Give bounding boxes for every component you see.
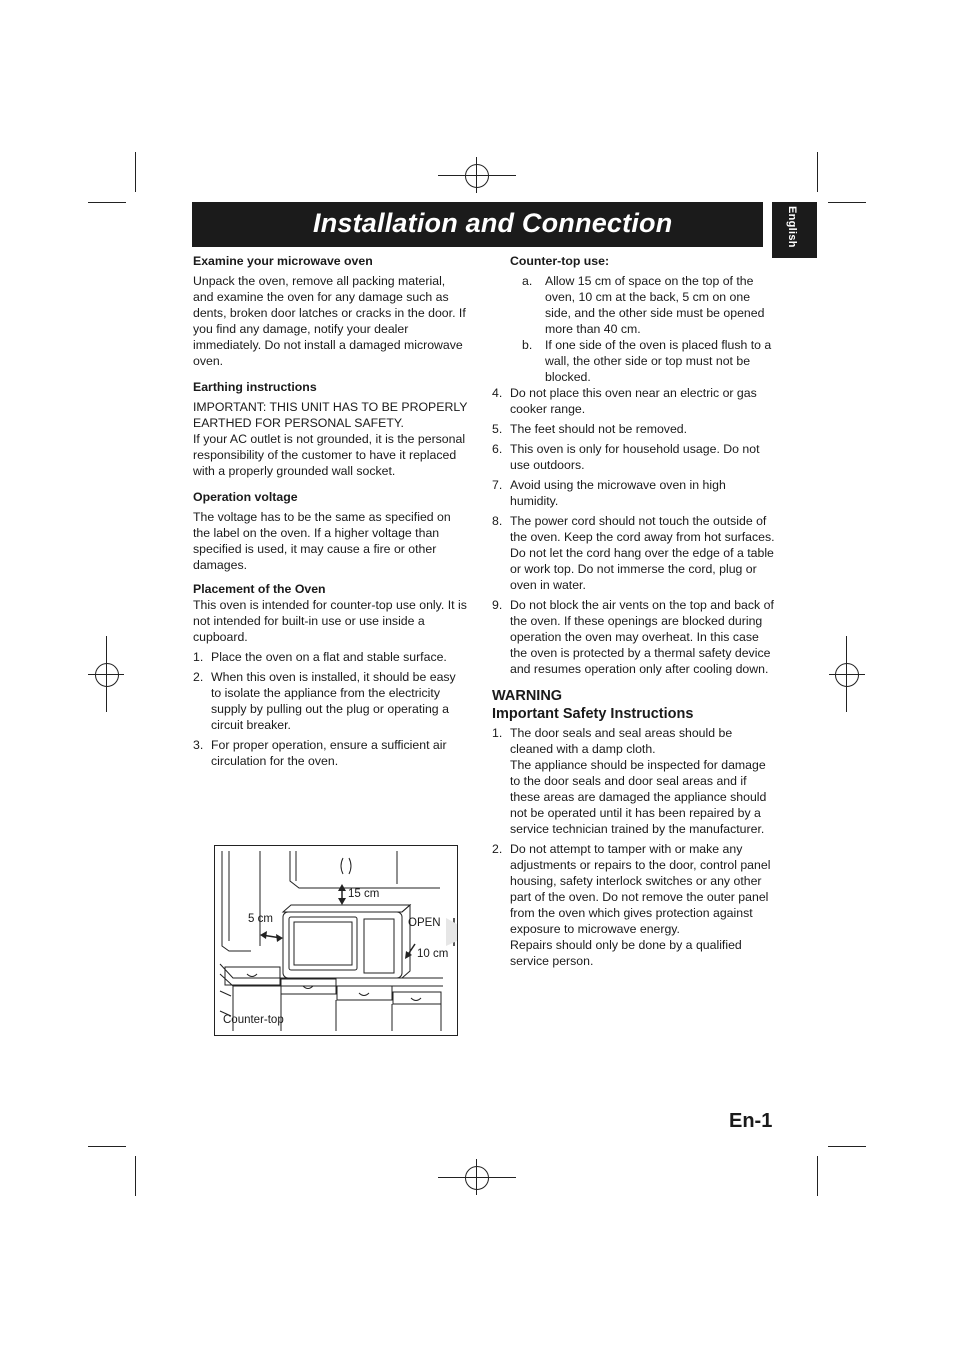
left-column [193, 253, 469, 769]
countertop-heading: Counter-top use: [510, 254, 610, 268]
oven-clearance-figure [214, 845, 458, 1036]
crop-mark [135, 152, 136, 192]
list-item: 2. When this oven is installed, it should be easy to isolate the appliance from the electricity supply by pulling out the plug or operating a circuit breaker. [193, 670, 456, 732]
list-item: 6. This oven is only for household usage. Do not use outdoors. [492, 442, 760, 472]
placement-body: This oven is intended for counter-top use only. It is not intended for built-in use or use inside a cupboard. [193, 598, 467, 644]
figure-label-top: 15 cm [348, 888, 380, 900]
page-title: Installation and Connection [313, 208, 673, 238]
title-bar [192, 202, 763, 247]
voltage-heading: Operation voltage [193, 490, 298, 504]
voltage-body: The voltage has to be the same as specified on the label on the oven. If a higher voltage than specified is used, it may cause a fire or other damages. [193, 510, 451, 572]
crop-mark [135, 1156, 136, 1196]
crop-mark [88, 202, 126, 203]
language-tab [772, 202, 817, 258]
list-item: b. If one side of the oven is placed flush to a wall, the other side or top must not be blocked. [522, 338, 772, 384]
figure-label-counter: Counter-top [223, 1014, 284, 1026]
placement-heading: Placement of the Oven [193, 582, 326, 596]
figure-label-side: 5 cm [248, 913, 273, 925]
crop-mark [828, 1146, 866, 1147]
countertop-list [492, 273, 775, 385]
warning-heading: WARNING [492, 688, 563, 704]
list-item: 2. Do not attempt to tamper with or make any adjustments or repairs to the door, control panel housing, safety interlock switches or any other part of the oven. Do not remove the outer panel from the oven which gives protection against exposure to microwave energy. Repairs should only be done by a qualified service person. [492, 842, 771, 968]
examine-body: Unpack the oven, remove all packing material, and examine the oven for any damage such as dents, broken door latches or cracks in the door. If you find any damage, notify your dealer immediately. Do not install a damaged microwave oven. [193, 274, 466, 368]
figure-label-open: OPEN [408, 917, 441, 929]
crop-mark [88, 1146, 126, 1147]
earthing-heading: Earthing instructions [193, 380, 317, 394]
examine-heading: Examine your microwave oven [193, 254, 373, 268]
earthing-important: IMPORTANT: THIS UNIT HAS TO BE PROPERLY EARTHED FOR PERSONAL SAFETY. [193, 400, 468, 430]
figure-label-back: 10 cm [417, 948, 449, 960]
precautions-list [492, 385, 775, 677]
placement-list [193, 649, 469, 769]
list-item: 9. Do not block the air vents on the top and back of the oven. If these openings are blocked during operation the oven may overheat. In this case the oven is protected by a thermal safety device and resumes operation only after cooling down. [492, 598, 774, 676]
list-item: 4. Do not place this oven near an electric or gas cooker range. [492, 386, 757, 416]
language-tab-label: English [786, 206, 798, 248]
warning-list [492, 725, 775, 969]
crop-mark [817, 152, 818, 192]
crop-mark [828, 202, 866, 203]
list-item: 5. The feet should not be removed. [492, 422, 688, 436]
earthing-body: If your AC outlet is not grounded, it is the personal responsibility of the customer to have it replaced with a properly grounded wall socket. [193, 432, 466, 478]
oven-illustration [215, 846, 457, 1035]
crop-mark [817, 1156, 818, 1196]
right-column [492, 253, 775, 969]
list-item: a. Allow 15 cm of space on the top of the oven, 10 cm at the back, 5 cm on one side, and the other side must be opened more than 40 cm. [522, 274, 765, 336]
list-item: 3. For proper operation, ensure a sufficient air circulation for the oven. [193, 738, 447, 768]
list-item: 8. The power cord should not touch the outside of the oven. Keep the cord away from hot surfaces. Do not let the cord hang over the edge of a table or work top. Do not immerse the cord, plug or oven in water. [492, 514, 775, 592]
list-item: 1. Place the oven on a flat and stable surface. [193, 650, 447, 664]
list-item: 1. The door seals and seal areas should be cleaned with a damp cloth. The appliance should be inspected for damage to the door seals and door seal areas and if these areas are damaged the appliance should not be operated until it has been repaired by a service technician trained by the manufacturer. [492, 726, 767, 836]
page-number: En-1 [729, 1110, 773, 1132]
list-item: 7. Avoid using the microwave oven in high humidity. [492, 478, 726, 508]
warning-subheading: Important Safety Instructions [492, 706, 694, 722]
